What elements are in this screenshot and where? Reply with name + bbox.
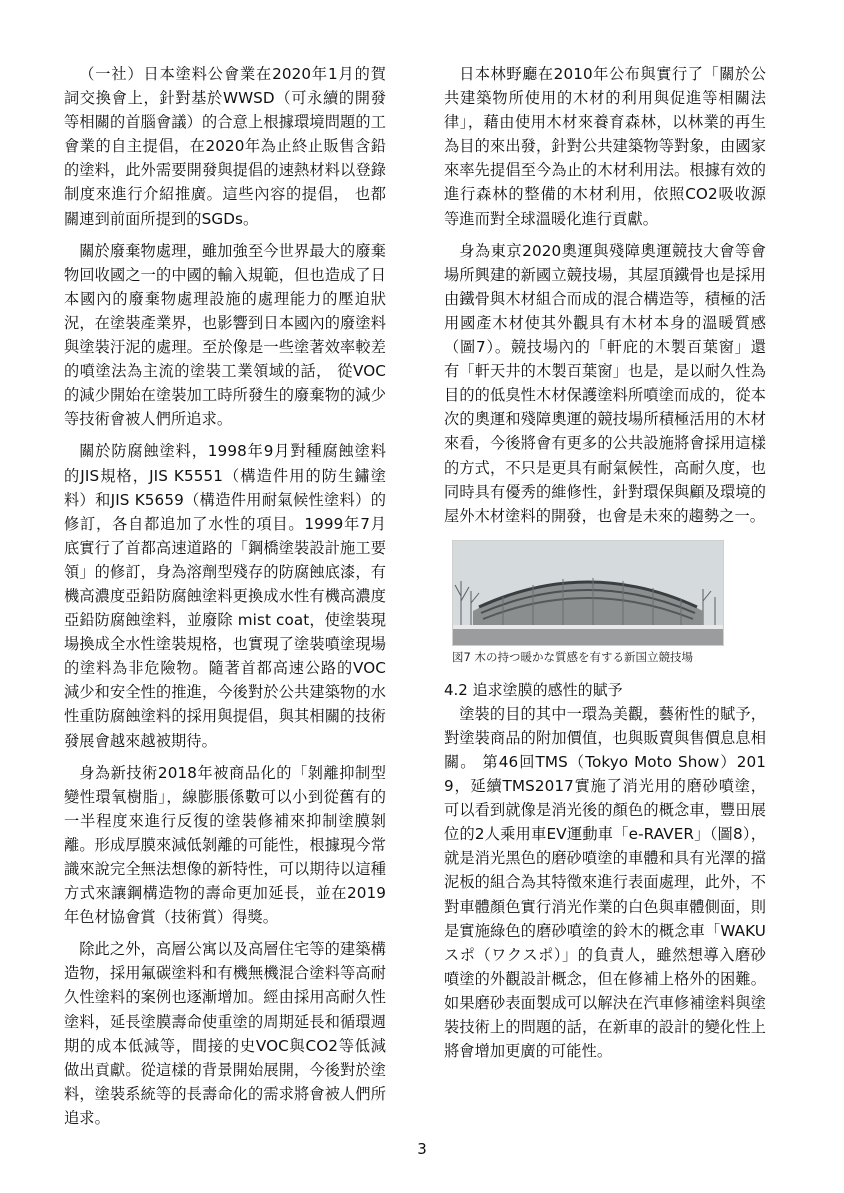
stadium-photo (452, 540, 724, 646)
page-number: 3 (417, 1140, 427, 1158)
section-heading: 4.2 追求塗膜的感性的賦予 (444, 680, 623, 699)
paragraph: 關於防腐蝕塗料，1998年9月對種腐蝕塗料的JIS規格，JIS K5551（構造件用的防生鏽塗料）和JIS K5659（構造件用耐氣候性塗料）的修訂，各自都追加了水性的項目。1999年7月底實行了首都高速道路的「鋼橋塗裝設計施工要領」的修訂，身為溶劑型殘存的防腐蝕底漆，有機高濃度亞鉛防腐蝕塗料更換成水性有機高濃度亞鉛防腐蝕塗料，並廢除 mist coat，使塗裝現場換成全水性塗裝規格，也實現了塗裝噴塗現場的塗料為非危險物。隨著首都高速公路的VOC減少和安全性的推進，今後對於公共建築物的水性重防腐蝕塗料的採用與提倡，與其相關的技術發展會越來越被期待。 (64, 442, 386, 750)
paragraph: 塗裝的目的其中一環為美觀，藝術性的賦予，對塗裝商品的附加價值，也與販賣與售價息息相關。 第46回TMS（Tokyo Moto Show）2019，延續TMS2017實施了消光用的磨砂噴塗，可以看到就像是消光後的顏色的概念車，豐田展位的2人乘用車EV運動車「e-RAVER」（圖8），就是消光黑色的磨砂噴塗的車體和具有光澤的擋泥板的組合為其特徵來進行表面處理，此外，不對車體顏色實行消光作業的白色與車體側面，則是實施綠色的磨砂噴塗的鈴木的概念車「WAKUスポ（ワクスポ）」的負責人，雖然想導入磨砂噴塗的外觀設計概念，但在修補上格外的困難。如果磨砂表面製成可以解決在汽車修補塗料與塗裝技術上的問題的話，在新車的設計的變化性上將會增加更廣的可能性。 (444, 704, 766, 1061)
stadium-illustration (453, 541, 723, 645)
right-column (444, 62, 766, 1071)
paragraph: 身為東京2020奧運與殘障奧運競技大會等會場所興建的新國立競技場，其屋頂鐵骨也是採用由鐵骨與木材組合而成的混合構造等，積極的活用國產木材使其外觀具有木材本身的溫暖質感（圖7）。競技場內的「軒庇的木製百葉窗」還有「軒天井的木製百葉窗」也是，是以耐久性為目的的低臭性木材保護塗料所噴塗而成的，從本次的奧運和殘障奧運的競技場所積極活用的木材來看，今後將會有更多的公共設施將會採用這樣的方式，不只是更具有耐氣候性，高耐久度，也同時具有優秀的維修性，針對環保與顧及環境的屋外木材塗料的開發，也會是未來的趨勢之一。 (444, 241, 766, 525)
paragraph: （一社）日本塗料公會業在2020年1月的賀詞交換會上，針對基於WWSD（可永續的開發等相關的首腦會議）的合意上根據環境問題的工會業的自主提倡，在2020年為止終止販售含鉛的塗料，此外需要開發與提倡的速熱材料以登錄制度來進行介紹推廣。這些內容的提倡， 也都關連到前面所提到的SGDs。 (64, 65, 386, 228)
figure-caption: 図7 木の持つ暖かな質感を有する新国立競技場 (452, 649, 693, 664)
paragraph: 日本林野廳在2010年公布與實行了「關於公共建築物所使用的木材的利用與促進等相關法律」，藉由使用木材來養育森林，以林業的再生為目的來出發，針對公共建築物等對象，由國家來率先提倡至今為止的木材利用法。根據有效的進行森林的整備的木材利用，依照CO2吸收源等進而對全球溫暖化進行貢獻。 (444, 65, 766, 228)
paragraph: 身為新技術2018年被商品化的「剝離抑制型變性環氧樹脂」，線膨脹係數可以小到從舊有的一半程度來進行反復的塗裝修補來抑制塗膜剝離。形成厚膜來減低剝離的可能性，根據現今常識來說完全無法想像的新特性，可以期待以這種方式來讓鋼構造物的壽命更加延長，並在2019年色材協會賞（技術賞）得獎。 (64, 763, 386, 927)
left-column (64, 62, 386, 1138)
paragraph: 關於廢棄物處理，雖加強至今世界最大的廢棄物回收國之一的中國的輸入規範，但也造成了日本國內的廢棄物處理設施的處理能力的壓迫狀況，在塗裝產業界，也影響到日本國內的廢塗料與塗裝汙泥的處理。至於像是一些塗著效率較差的噴塗法為主流的塗裝工業領域的話， 從VOC的減少開始在塗裝加工時所發生的廢棄物的減少等技術會被人們所追求。 (64, 241, 386, 429)
paragraph: 除此之外，高層公寓以及高層住宅等的建築構造物，採用氟碳塗料和有機無機混合塗料等高耐久性塗料的案例也逐漸增加。經由採用高耐久性塗料，延長塗膜壽命使重塗的周期延長和循環週期的成本低減等，間接的史VOC與CO2等低減做出貢獻。從這樣的背景開始展開，今後對於塗料，塗裝系統等的長壽命化的需求將會被人們所追求。 (64, 940, 386, 1127)
